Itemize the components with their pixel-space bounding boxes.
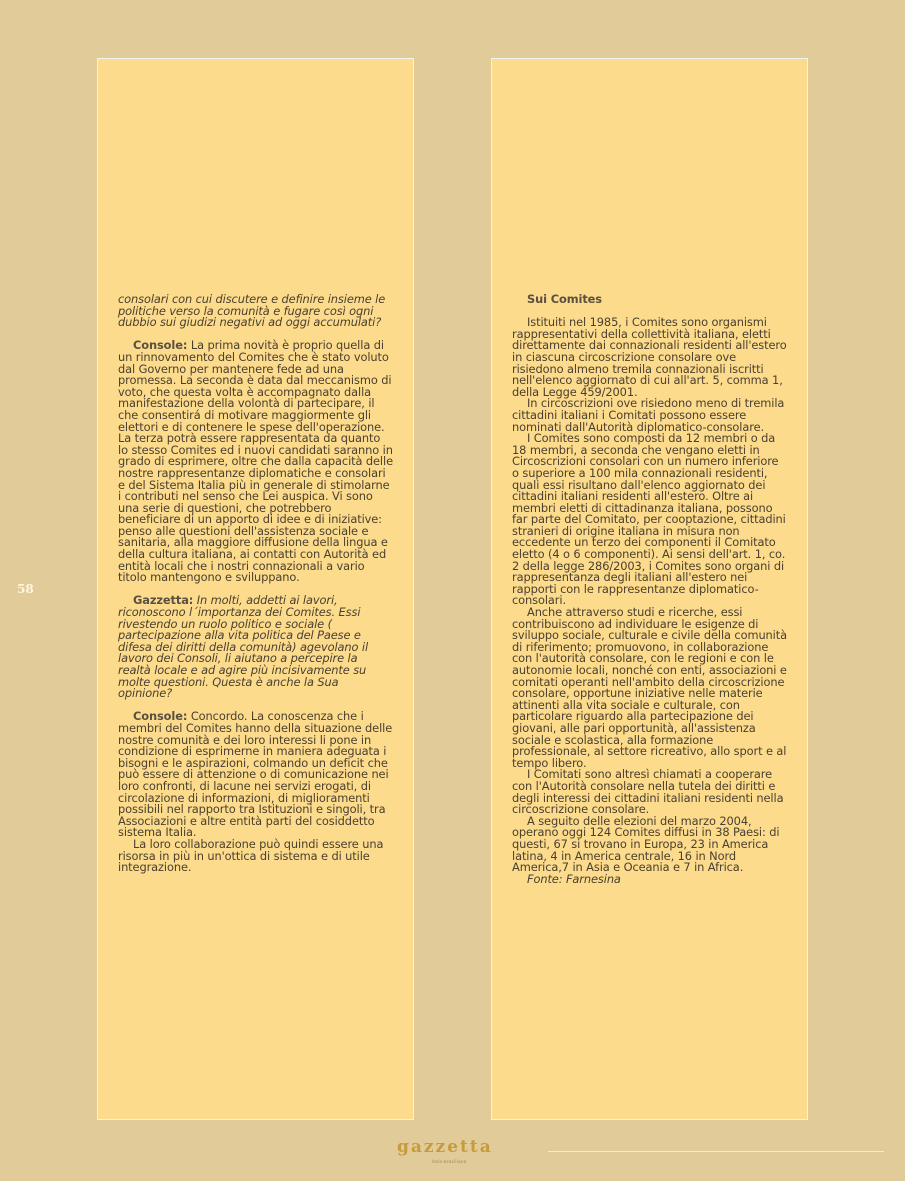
answer-text: La prima novità è proprio quella di un rinnovamento del Comites che è stato voluto dal Governo per mantenere fede ad una promessa. La seconda è data dal meccanismo di voto, che questa volta è accompagnato dalla manifestazione della volontà di partecipare, il che consentirá di motivare maggiormente gli elettori e di contenere le spese dell'operazione. La terza potrà essere rappresentata da quanto lo stesso Comites ed i nuovi candidati saranno in grado di esprimere, oltre che dalla capacità delle nostre rappresentanze diplomatiche e consolari e del Sistema Italia più in generale di stimolarne i contributi nel senso che Lei auspica. Vi sono una serie di questioni, che potrebbero beneficiare di un apporto di idee e di iniziative: penso alle questioni dell'assistenza sociale e sanitaria, alla maggiore diffusione della lingua e della cultura italiana, ai contatti con Autorità ed entità locali che i nostri connazionali a vario titolo mantengono e sviluppano.	[118, 338, 393, 585]
source-credit: Fonte: Farnesina	[527, 871, 621, 886]
page-number: 58	[17, 582, 34, 596]
answer-paragraph: La loro collaborazione può quindi essere una risorsa in più in un'ottica di sistema e di utile integrazione.	[118, 836, 384, 875]
question-paragraph: consolari con cui discutere e definire insieme le politiche verso la comunità e fugare così ogni dubbio sui giudizi negativi ad oggi accumulati?	[118, 292, 386, 330]
speaker-label: Console:	[133, 709, 188, 724]
right-column	[491, 58, 808, 1120]
sidebar-heading: Sui Comites	[527, 292, 602, 306]
info-paragraph: A seguito delle elezioni del marzo 2004, operano oggi 124 Comites diffusi in 38 Paesi: di questi, 67 si trovano in Europa, 23 in America latina, 4 in America centrale, 16 in Nord America,7 in Asia e Oceania e 7 in Africa.	[512, 813, 780, 875]
left-column-text	[118, 294, 393, 874]
footer-logo: gazzetta	[397, 1137, 493, 1157]
footer-rule	[548, 1151, 884, 1152]
info-paragraph: I Comites sono composti da 12 membri o da 18 membri, a seconda che vengano eletti in Circoscrizioni consolari con un numero inferiore o superiore a 100 mila connazionali residenti, quali essi risultano dall'elenco aggiornato dei cittadini italiani residenti all'estero. Oltre ai membri eletti di cittadinanza italiana, possono far parte del Comitato, per cooptazione, cittadini stranieri di origine italiana in misura non eccedente un terzo dei componenti il Comitato eletto (4 o 6 componenti). Ai sensi dell'art. 1, co. 2 della legge 286/2003, i Comites sono organi di rappresentanza degli italiani all'estero nei rapporti con le rappresentanze diplomatico-consolari.	[512, 431, 786, 608]
info-paragraph: In circoscrizioni ove risiedono meno di tremila cittadini italiani i Comitati possono essere nominati dall'Autorità diplomatico-consolare.	[512, 396, 785, 434]
footer-tagline: italo-brasiliana	[432, 1159, 467, 1164]
question-paragraph	[118, 595, 393, 699]
info-paragraph: Anche attraverso studi e ricerche, essi contribuiscono ad individuare le esigenze di sviluppo sociale, culturale e civile della comunità di riferimento; promuovono, in collaborazione con l'autorità consolare, con le regioni e con le autonomie locali, nonché con enti, associazioni e comitati operanti nell'ambito della circoscrizione consolare, opportune iniziative nelle materie attinenti alla vita sociale e culturale, con particolare riguardo alla partecipazione dei giovani, alle pari opportunità, all'assistenza sociale e scolastica, alla formazione professionale, al settore ricreativo, allo sport e al tempo libero.	[512, 605, 787, 770]
speaker-label: Console:	[133, 338, 188, 353]
answer-paragraph	[118, 340, 393, 583]
right-column-text	[512, 294, 787, 885]
answer-paragraph	[118, 711, 393, 839]
answer-text: Concordo. La conoscenza che i membri del Comites hanno della situazione delle nostre comunità e dei loro interessi li pone in condizione di esprimerne in maniera adeguata i bisogni e le aspirazioni, colmando un deficit che può essere di attenzione o di comunicazione nei loro confronti, di lacune nei servizi erogati, di circolazione di informazioni, di miglioramenti possibili nel rapporto tra Istituzioni e singoli, tra Associazioni e altre entità parti del cosiddetto sistema Italia.	[118, 709, 393, 840]
left-column	[97, 58, 414, 1120]
speaker-label: Gazzetta:	[133, 593, 194, 608]
question-text: In molti, addetti ai lavori, riconoscono l´importanza dei Comites. Essi rivestendo un ruolo politico e sociale ( partecipazione alla vita politica del Paese e difesa dei diritti della comunità) agevolano il lavoro dei Consoli, li aiutano a percepire la realtà locale e ad agire più incisivamente su molte questioni. Questa è anche la Sua opinione?	[118, 593, 369, 701]
info-paragraph: Istituiti nel 1985, i Comites sono organismi rappresentativi della collettività italiana, eletti direttamente dai connazionali residenti all'estero in ciascuna circoscrizione consolare ove risiedono almeno tremila connazionali iscritti nell'elenco aggiornato di cui all'art. 5, comma 1, della Legge 459/2001.	[512, 315, 787, 399]
info-paragraph: I Comitati sono altresì chiamati a cooperare con l'Autorità consolare nella tutela dei diritti e degli interessi dei cittadini italiani residenti nella circoscrizione consolare.	[512, 767, 784, 817]
